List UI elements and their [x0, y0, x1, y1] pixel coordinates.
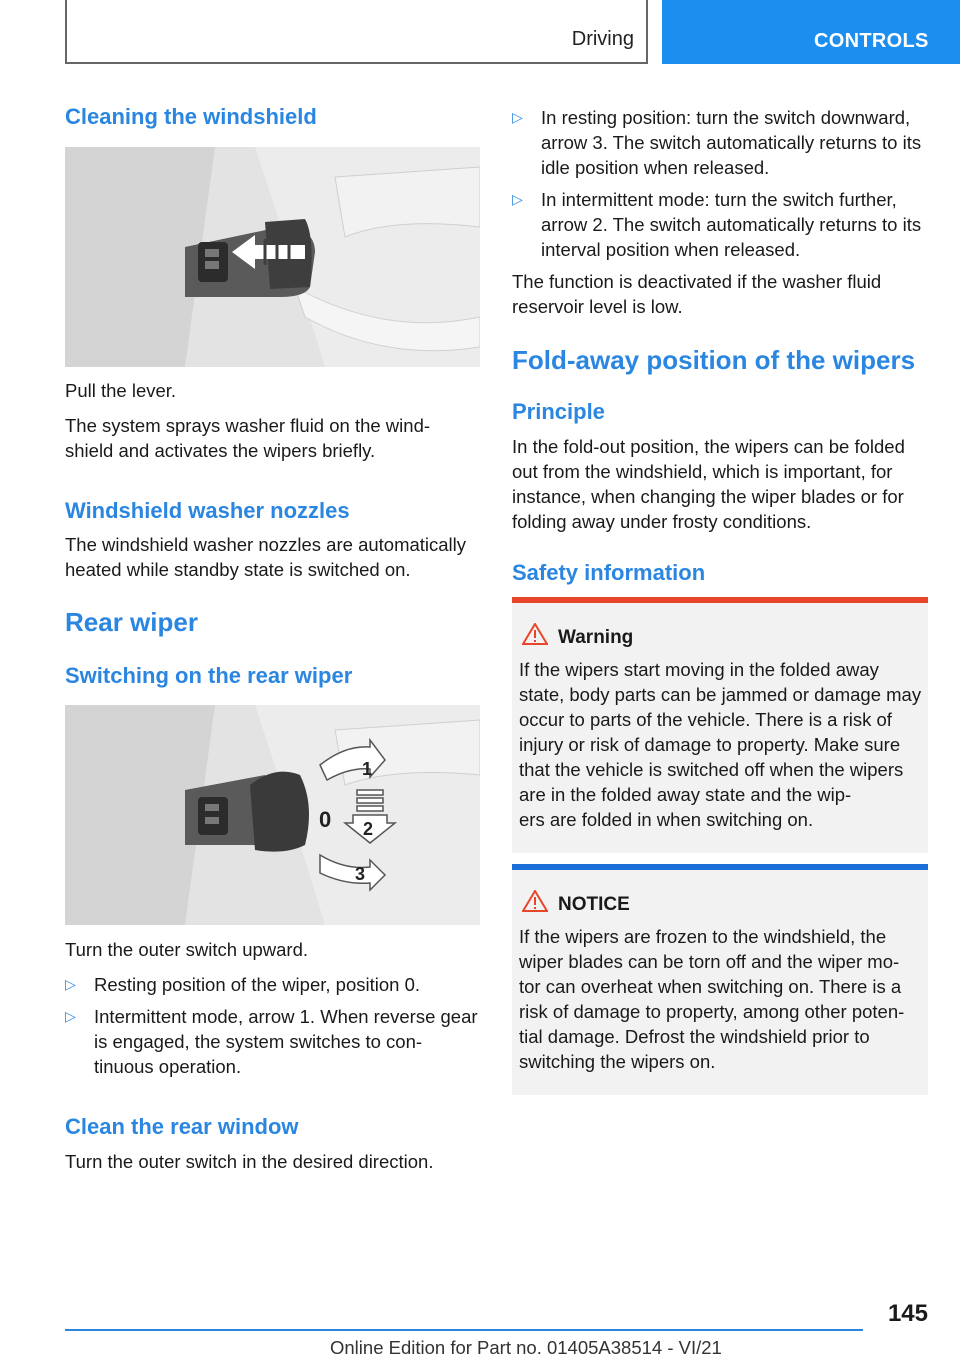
- bullet-triangle-icon: ▷: [65, 976, 76, 992]
- notice-box: [512, 864, 928, 1095]
- heading-switching-rear-wiper: Switching on the rear wiper: [65, 663, 353, 688]
- text-function-deactivated: The function is deactivated if the washer fluid reservoir level is low.: [512, 271, 882, 317]
- heading-foldaway-position: Fold-away position of the wipers: [512, 345, 916, 375]
- warning-bar: [512, 597, 928, 603]
- header-chapter-tab: [662, 0, 960, 64]
- figure-label-position-0: 0: [319, 807, 332, 832]
- figure-rear-wiper-switch: [65, 705, 480, 925]
- warning-box: [512, 597, 928, 853]
- footer-divider: [65, 1329, 863, 1331]
- text-turn-upward: Turn the outer switch upward.: [65, 939, 309, 960]
- heading-safety-information: Safety information: [512, 560, 706, 585]
- list-item: ▷ Intermittent mode, arrow 1. When reverse gear is engaged, the system switches to con- tinuous operation.: [65, 1006, 478, 1077]
- text-turn-outer-switch: Turn the outer switch in the desired direction.: [65, 1151, 434, 1172]
- notice-text: If the wipers are frozen to the windshield, the wiper blades can be torn off and the wiper mo- tor can overheat when switching on. There is a risk of damage to property, among other poten- tial damage. Defrost the windshield prior to switching the wipers on.: [519, 926, 905, 1072]
- bullet-triangle-icon: ▷: [512, 109, 523, 125]
- warning-icon: [522, 623, 548, 645]
- bullet-triangle-icon: ▷: [65, 1008, 76, 1024]
- list-item: ▷ In intermittent mode: turn the switch further, arrow 2. The switch automatically returns to its interval position when released.: [512, 189, 922, 260]
- text-nozzles-heated: The windshield washer nozzles are automatically heated while standby state is switched on.: [65, 534, 467, 580]
- heading-washer-nozzles: Windshield washer nozzles: [65, 498, 350, 523]
- heading-rear-wiper: Rear wiper: [65, 607, 198, 637]
- text-system-sprays: The system sprays washer fluid on the wind- shield and activates the wipers briefly.: [65, 415, 431, 461]
- notice-title: NOTICE: [558, 894, 630, 915]
- header-chapter-label: CONTROLS: [814, 30, 929, 52]
- list-item: ▷ Resting position of the wiper, position 0.: [65, 974, 420, 995]
- figure-windshield-lever: [65, 147, 480, 367]
- footer-edition: Online Edition for Part no. 01405A38514 - VI/21: [330, 1337, 722, 1358]
- header-section-box: [65, 0, 648, 64]
- notice-warning-icon: [522, 890, 548, 912]
- heading-clean-rear-window: Clean the rear window: [65, 1114, 299, 1139]
- heading-principle: Principle: [512, 399, 605, 424]
- list-item: ▷ In resting position: turn the switch downward, arrow 3. The switch automatically returns to its idle position when released.: [512, 107, 922, 178]
- bullet-triangle-icon: ▷: [512, 191, 523, 207]
- figure-label-arrow-2: 2: [363, 819, 374, 839]
- warning-text: If the wipers start moving in the folded away state, body parts can be jammed or damage may occur to parts of the vehicle. There is a risk of injury or risk of damage to property. Make sure that the vehicle is switched off when the wipers are in the folded away state and the wip- ers are folded in when switching on.: [519, 659, 922, 830]
- page-number: 145: [887, 1300, 928, 1327]
- heading-cleaning-windshield: Cleaning the windshield: [65, 104, 317, 129]
- text-pull-lever: Pull the lever.: [65, 380, 177, 401]
- header-section-label: Driving: [571, 28, 634, 50]
- notice-bar: [512, 864, 928, 870]
- warning-title: Warning: [558, 627, 634, 648]
- text-principle: In the fold-out position, the wipers can be folded out from the windshield, which is important, for instance, when changing the wiper blades or for folding away under frosty conditions.: [512, 436, 905, 532]
- figure-label-arrow-1: 1: [362, 759, 373, 779]
- figure-label-arrow-3: 3: [355, 864, 366, 884]
